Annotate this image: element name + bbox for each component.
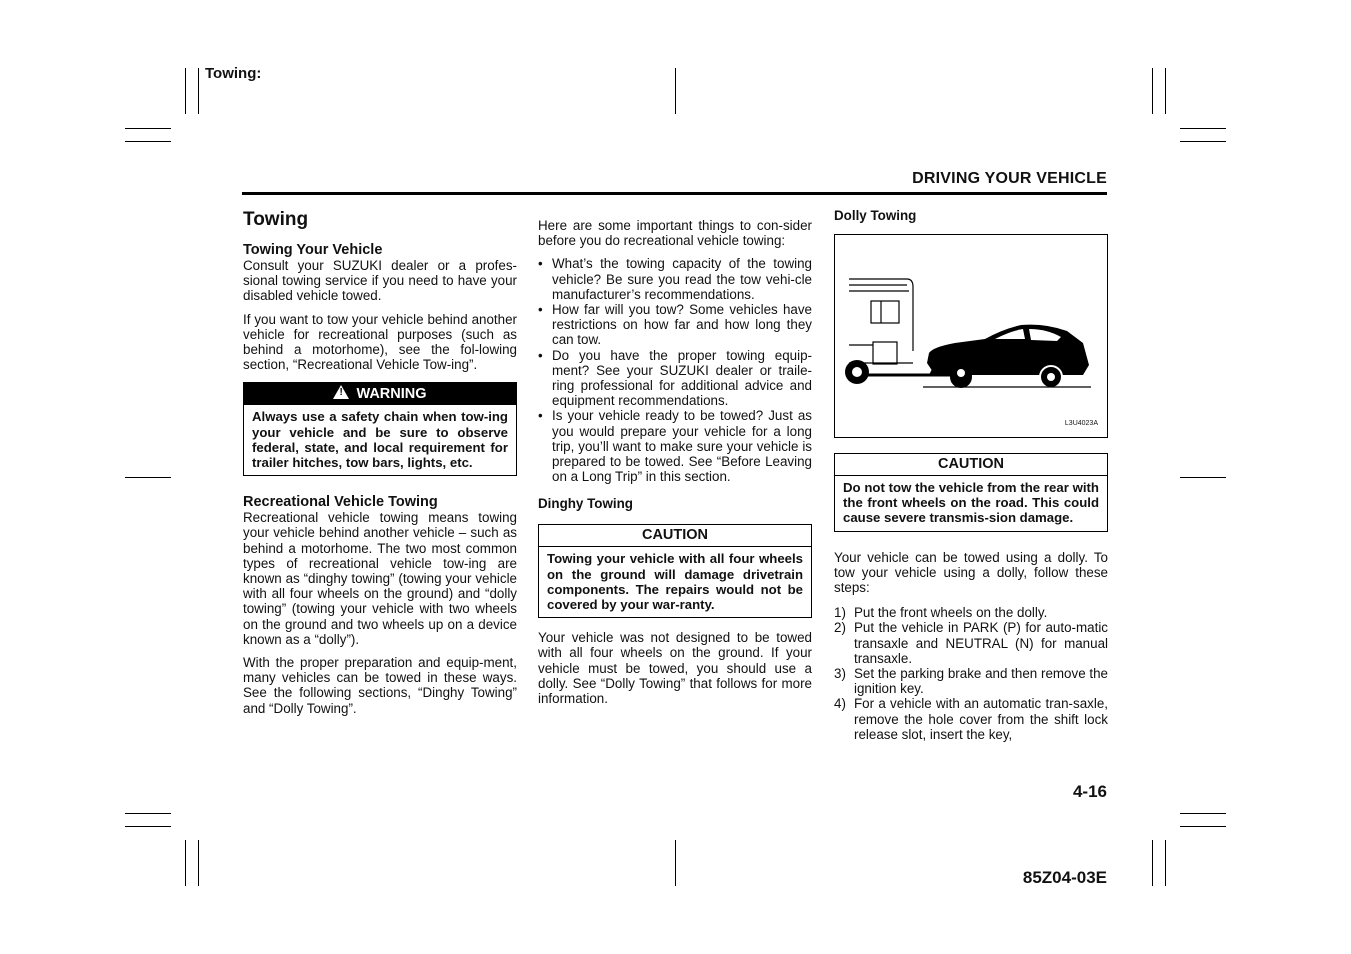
crop-mark bbox=[1180, 477, 1226, 478]
list-item bbox=[834, 666, 1108, 696]
crop-mark bbox=[198, 840, 199, 886]
page-number: 4-16 bbox=[1072, 782, 1107, 801]
steps-list bbox=[834, 605, 1108, 742]
crop-mark bbox=[1180, 826, 1226, 827]
caution-text: Towing your vehicle with all four wheels on the ground will damage drivetrain components. The repairs would not be covered by your war-ranty. bbox=[547, 551, 803, 613]
step-text: Put the front wheels on the dolly. bbox=[854, 605, 1048, 621]
paragraph: Recreational vehicle towing means towing your vehicle behind another vehicle – such as behind a motorhome. The two most common types of recreational vehicle tow-ing are known as “dinghy towing” (towing your vehicle with all four wheels on the ground) and “dolly towing” (towing your vehicle with two wheels on the ground and two wheels up on a device known as a “dolly”). bbox=[243, 510, 517, 647]
step-text: Put the vehicle in PARK (P) for auto-matic transaxle and NEUTRAL (N) for manual transaxle. bbox=[854, 620, 1108, 666]
crop-mark bbox=[675, 840, 676, 886]
list-item bbox=[834, 620, 1108, 666]
list-item bbox=[834, 696, 1108, 742]
sedan-icon bbox=[927, 325, 1089, 375]
subsection-title: Recreational Vehicle Towing bbox=[243, 494, 438, 511]
motorhome-wheel-icon bbox=[845, 360, 869, 384]
paragraph: Your vehicle was not designed to be towed with all four wheels on the ground. If your vehicle must be towed, you should use a dolly. See “Dolly Towing” that follows for more information. bbox=[538, 630, 812, 707]
list-item: • Is your vehicle ready to be towed? Just as you would prepare your vehicle for a long trip, you’ll want to make sure your vehicle is prepared to be towed. See “Before Leaving on a Long Trip” in this section. bbox=[538, 408, 812, 484]
crop-mark bbox=[125, 141, 171, 142]
motorhome-icon bbox=[849, 279, 913, 364]
step-number: 1) bbox=[834, 605, 846, 621]
document-code: 85Z04-03E bbox=[1022, 868, 1107, 887]
warning-icon: ! bbox=[333, 385, 349, 399]
warning-header bbox=[244, 383, 516, 405]
right-column bbox=[834, 208, 1108, 742]
crop-mark bbox=[185, 68, 186, 114]
bullet-list bbox=[538, 256, 812, 484]
step-text: For a vehicle with an automatic tran-saxle, remove the hole cover from the shift lock release slot, insert the key, bbox=[854, 696, 1108, 742]
step-number: 3) bbox=[834, 666, 846, 682]
crop-mark bbox=[125, 477, 171, 478]
warning-box bbox=[243, 382, 517, 476]
paragraph: If you want to tow your vehicle behind another vehicle for recreational purposes (such as behind a motorhome), see the fol-lowing section, “Recreational Vehicle Tow-ing”. bbox=[243, 311, 517, 373]
warning-text: Always use a safety chain when tow-ing your vehicle and be sure to observe federal, state, and local requirement for trailer hitches, tow bars, lights, etc. bbox=[252, 409, 508, 471]
crop-mark bbox=[1180, 128, 1226, 129]
paragraph: Consult your SUZUKI dealer or a profes-sional towing service if you need to have your disabled vehicle towed. bbox=[243, 258, 517, 304]
list-item bbox=[834, 605, 1108, 620]
car-on-dolly-drawing bbox=[835, 235, 1107, 437]
left-column bbox=[243, 208, 517, 724]
crop-mark bbox=[1152, 840, 1153, 886]
crop-mark bbox=[1152, 68, 1153, 114]
dolly-towing-illustration bbox=[834, 234, 1108, 438]
section-title: Towing bbox=[243, 209, 309, 230]
crop-mark bbox=[1165, 68, 1166, 114]
warning-label: WARNING bbox=[356, 386, 427, 403]
caution-text: Do not tow the vehicle from the rear with the front wheels on the road. This could cause severe transmis-sion damage. bbox=[843, 480, 1099, 526]
middle-column bbox=[538, 218, 812, 714]
crop-mark bbox=[125, 826, 171, 827]
crop-mark bbox=[1180, 813, 1226, 814]
crop-mark bbox=[125, 128, 171, 129]
running-head: DRIVING YOUR VEHICLE bbox=[912, 170, 1107, 187]
caution-box bbox=[538, 524, 812, 618]
list-item: • What’s the towing capacity of the towing vehicle? Be sure you read the tow vehi-cle manufacturer’s recommendations. bbox=[538, 256, 812, 302]
list-item: • Do you have the proper towing equip-ment? See your SUZUKI dealer or traile-ring professional for additional advice and equipment recommendations. bbox=[538, 348, 812, 409]
figure-code: L3U4023A bbox=[1064, 419, 1098, 427]
header-rule bbox=[242, 192, 1107, 195]
list-item: • How far will you tow? Some vehicles have restrictions on how far and how long they can tow. bbox=[538, 302, 812, 348]
subsection-title: Dolly Towing bbox=[834, 208, 917, 223]
crop-mark bbox=[125, 813, 171, 814]
paragraph: With the proper preparation and equip-ment, many vehicles can be towed in these ways. See the following sections, “Dinghy Towing” and “Dolly Towing”. bbox=[243, 655, 517, 716]
crop-mark bbox=[185, 840, 186, 886]
subsection-title: Dinghy Towing bbox=[538, 496, 633, 512]
paragraph: Your vehicle can be towed using a dolly. To tow your vehicle using a dolly, follow these steps: bbox=[834, 549, 1108, 596]
caution-label: CAUTION bbox=[835, 454, 1107, 476]
step-number: 4) bbox=[834, 696, 846, 712]
step-number: 2) bbox=[834, 620, 846, 636]
crop-mark bbox=[1180, 141, 1226, 142]
crop-mark bbox=[1165, 840, 1166, 886]
caution-label: CAUTION bbox=[539, 525, 811, 547]
step-text: Set the parking brake and then remove the ignition key. bbox=[854, 666, 1108, 697]
caution-box bbox=[834, 453, 1108, 532]
file-label: Towing: bbox=[205, 65, 262, 82]
paragraph: Here are some important things to con-sider before you do recreational vehicle towing: bbox=[538, 218, 812, 249]
crop-mark bbox=[198, 68, 199, 114]
crop-mark bbox=[675, 68, 676, 114]
subsection-title: Towing Your Vehicle bbox=[243, 242, 383, 258]
